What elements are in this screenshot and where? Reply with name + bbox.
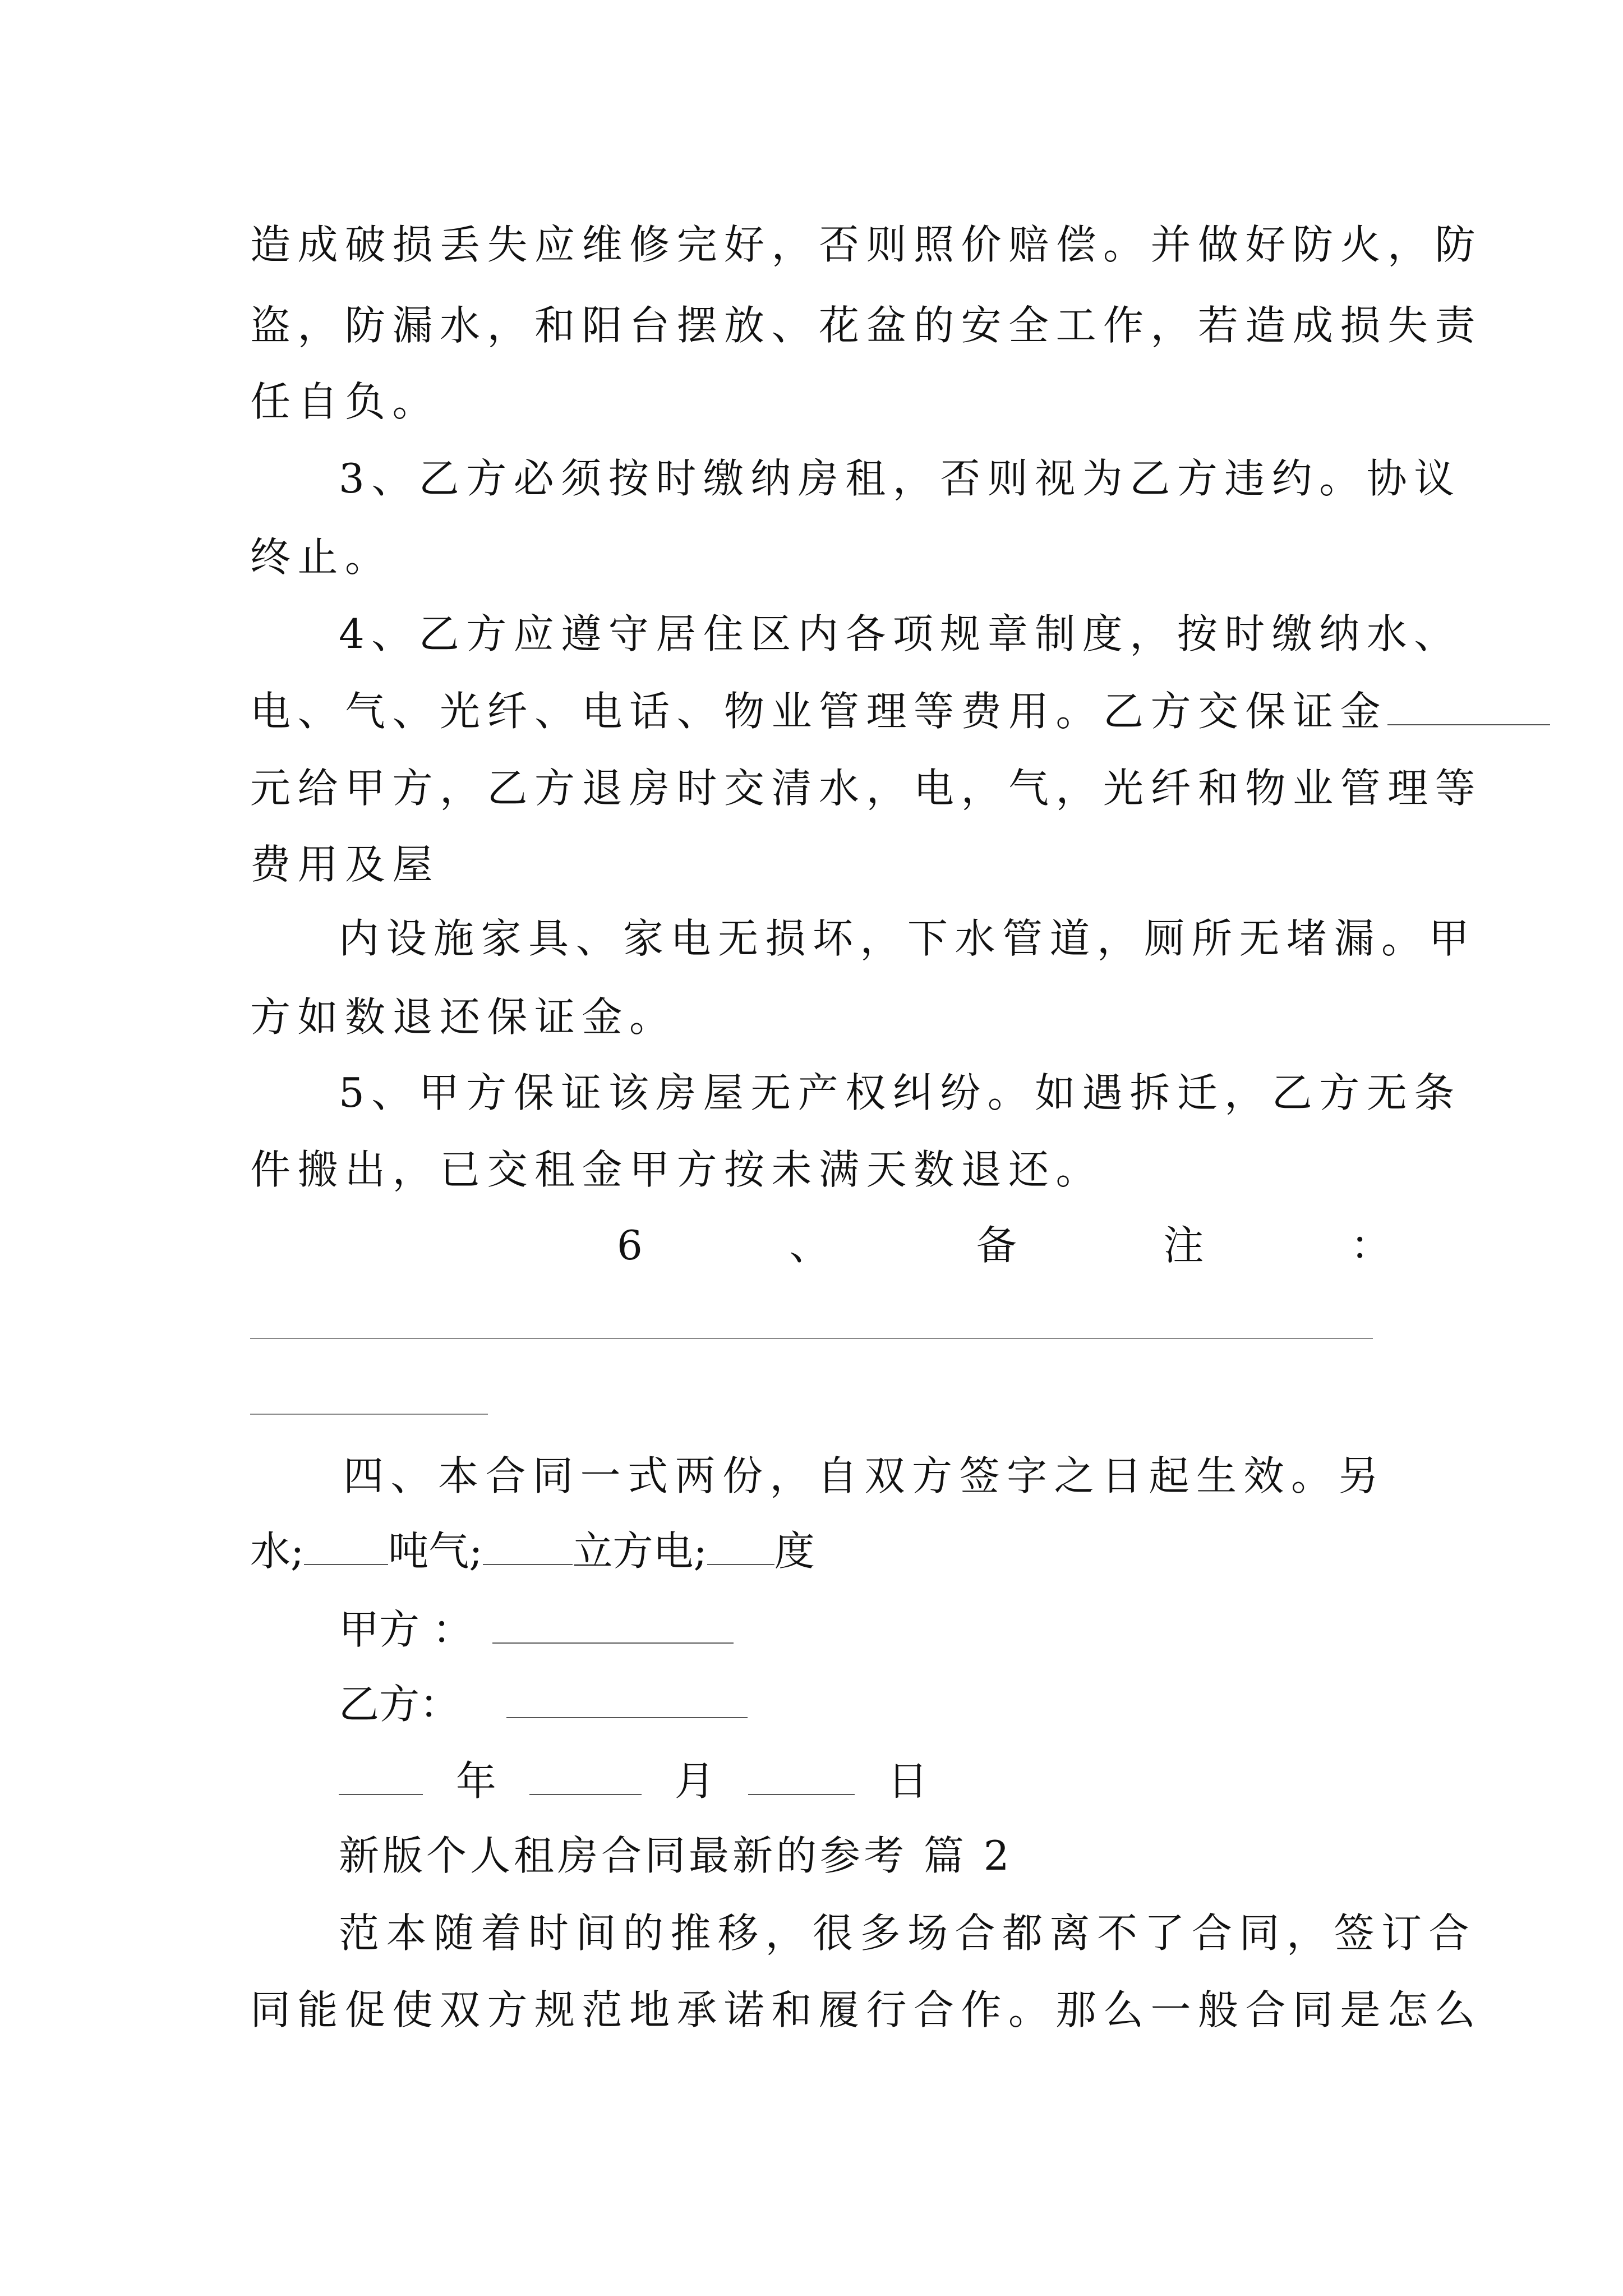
clause-5: 5、甲方保证该房屋无产权纠纷。如遇拆迁，乙方无条 bbox=[339, 1069, 1461, 1116]
elec-unit: 度 bbox=[774, 1527, 815, 1575]
date-line bbox=[339, 1754, 1012, 1808]
clause-4-effective: 四、本合同一式两份，自双方签字之日起生效。另 bbox=[343, 1452, 1386, 1499]
party-a-blank[interactable] bbox=[492, 1604, 734, 1644]
text-line: 任自负。 bbox=[250, 378, 440, 425]
text-line: 内设施家具、家电无损坏，下水管道，厕所无堵漏。甲 bbox=[339, 915, 1477, 962]
text-line: 盗，防漏水，和阳台摆放、花盆的安全工作，若造成损失责 bbox=[250, 302, 1483, 349]
text-line: 造成破损丢失应维修完好，否则照价赔偿。并做好防火，防 bbox=[250, 221, 1483, 268]
remarks-char: 、 bbox=[789, 1222, 830, 1269]
remarks-heading bbox=[617, 1218, 1391, 1272]
year-blank[interactable] bbox=[339, 1756, 423, 1795]
text-line: 费用及屋 bbox=[250, 841, 440, 888]
party-b-blank[interactable] bbox=[506, 1679, 748, 1718]
remarks-rule[interactable] bbox=[250, 1338, 1373, 1339]
party-b-line bbox=[339, 1677, 900, 1731]
meter-readings bbox=[250, 1524, 1391, 1578]
gas-blank[interactable] bbox=[483, 1526, 573, 1565]
remarks-char: 备 bbox=[976, 1222, 1017, 1269]
remarks-char: 注 bbox=[1163, 1222, 1204, 1269]
remarks-char: ： bbox=[1350, 1222, 1391, 1269]
party-a-line bbox=[339, 1603, 900, 1657]
gas-label: 吨气; bbox=[388, 1527, 483, 1575]
remarks-char: 6 bbox=[617, 1222, 643, 1269]
text-line: 件搬出，已交租金甲方按未满天数退还。 bbox=[250, 1146, 1104, 1193]
month-label: 月 bbox=[674, 1757, 715, 1805]
text-line: 终止。 bbox=[250, 533, 393, 581]
clause-3: 3、乙方必须按时缴纳房租，否则视为乙方违约。协议 bbox=[339, 455, 1461, 502]
section-title: 新版个人租房合同最新的参考 篇 2 bbox=[339, 1832, 1013, 1879]
text-line: 同能促使双方规范地承诺和履行合作。那么一般合同是怎么 bbox=[250, 1986, 1483, 2033]
month-blank[interactable] bbox=[529, 1756, 642, 1795]
elec-blank[interactable] bbox=[707, 1526, 774, 1565]
deposit-blank[interactable] bbox=[1387, 686, 1550, 725]
day-label: 日 bbox=[887, 1757, 928, 1805]
text-line: 方如数退还保证金。 bbox=[250, 993, 677, 1041]
day-blank[interactable] bbox=[748, 1756, 855, 1795]
water-blank[interactable] bbox=[304, 1526, 388, 1565]
party-b-label: 乙方： bbox=[339, 1681, 460, 1728]
deposit-line bbox=[250, 684, 1391, 738]
text-line: 范本随着时间的推移，很多场合都离不了合同，签订合 bbox=[339, 1910, 1477, 1957]
remarks-rule[interactable] bbox=[250, 1414, 488, 1415]
text-line: 元给甲方，乙方退房时交清水，电，气，光纤和物业管理等 bbox=[250, 765, 1483, 812]
year-label: 年 bbox=[455, 1757, 496, 1805]
party-a-label: 甲方 ： bbox=[339, 1606, 473, 1653]
elec-label: 立方电; bbox=[572, 1527, 707, 1575]
clause-4-item: 4、乙方应遵守居住区内各项规章制度，按时缴纳水、 bbox=[339, 610, 1461, 657]
water-label: 水; bbox=[250, 1527, 305, 1575]
deposit-text: 电、气、光纤、电话、物业管理等费用。乙方交保证金 bbox=[250, 688, 1388, 735]
